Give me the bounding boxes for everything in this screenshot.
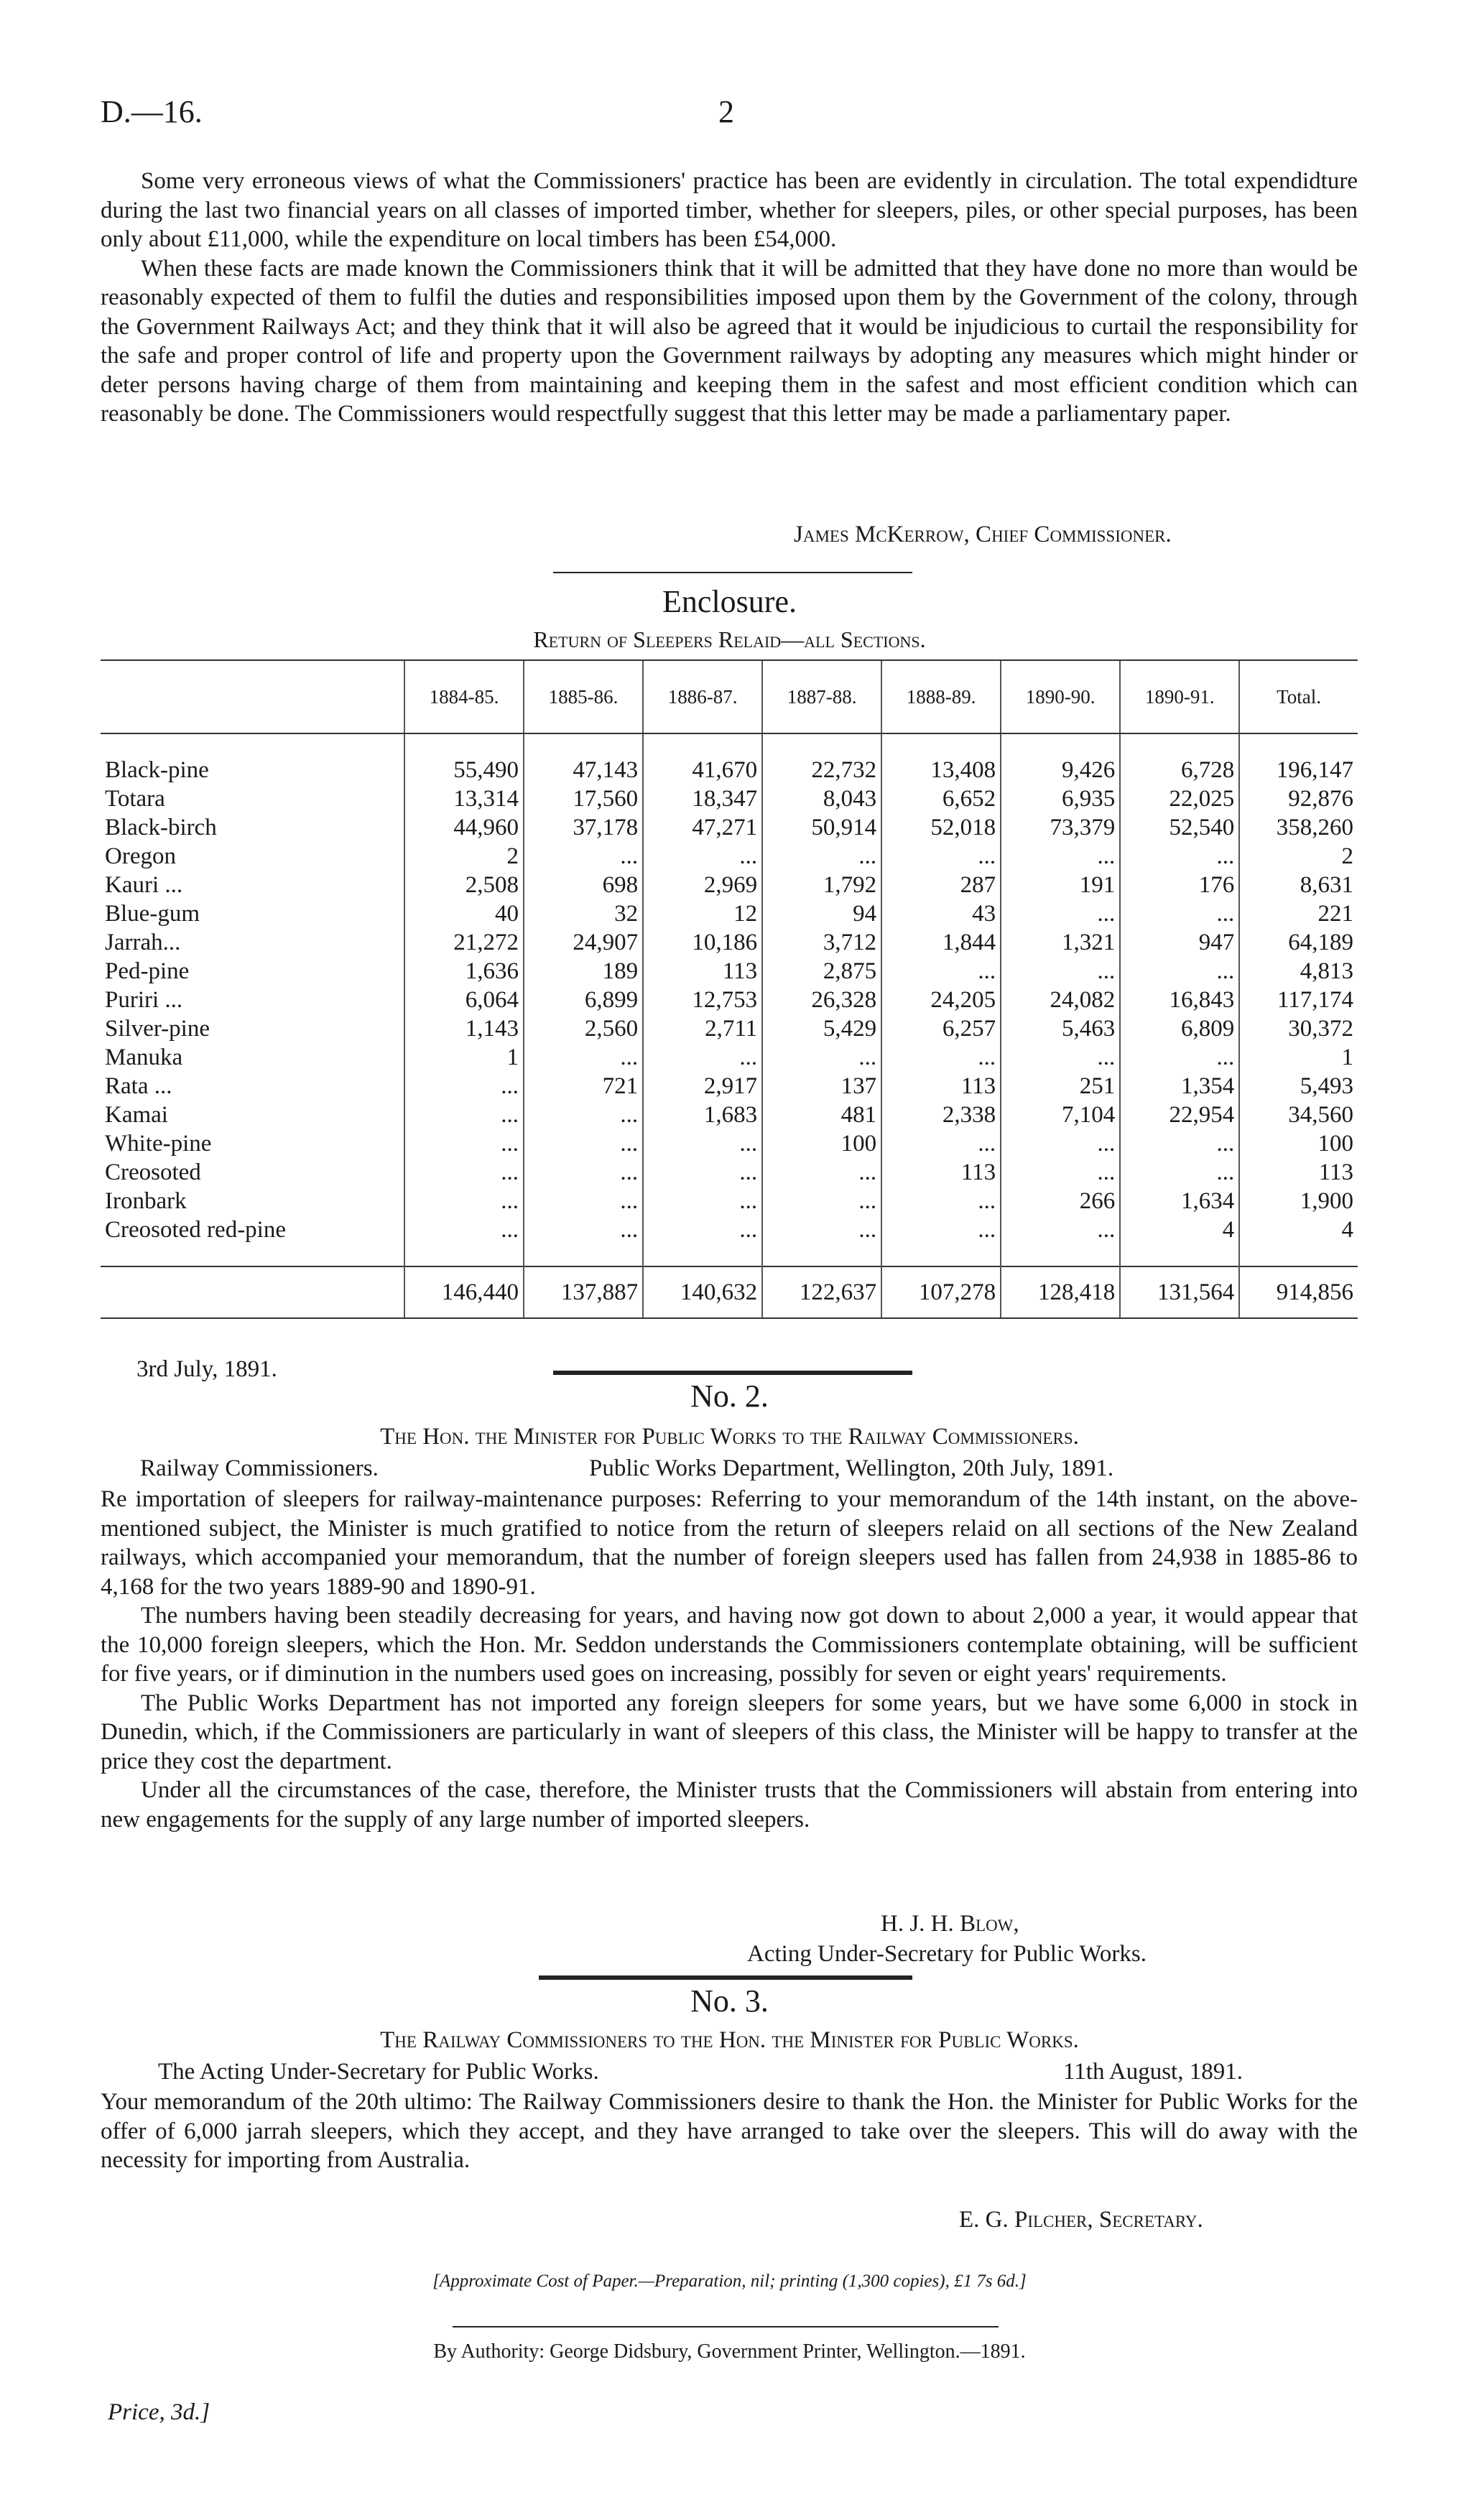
table-cell: ...: [1120, 1158, 1239, 1187]
table-cell: 41,670: [643, 756, 762, 784]
no2-signature-title: Acting Under-Secretary for Public Works.: [747, 1941, 1147, 1967]
no3-addressee: The Acting Under-Secretary for Public Works.: [158, 2059, 599, 2085]
timber-name: Ironbark: [105, 1187, 187, 1214]
table-cell: ...: [524, 1215, 643, 1244]
enclosure-date: 3rd July, 1891.: [136, 1356, 277, 1382]
table-cell: 44,960: [404, 813, 524, 842]
table-cell: 6,935: [1001, 784, 1120, 813]
no2-paragraph-3: The Public Works Department has not imported any foreign sleepers for some years, but we have some 6,000 in stock in Dunedin, which, if the Commissioners are particularly in want of sleepers of this class, the Minister will be happy to transfer at the price they cost the department.: [101, 1690, 1358, 1774]
total-cell: 146,440: [404, 1266, 524, 1318]
no3-text: [101, 2088, 1358, 2175]
table-cell: ...: [1001, 899, 1120, 928]
table-cell: ...: [881, 1215, 1001, 1244]
timber-name: Manuka: [105, 1044, 183, 1070]
table-cell: ...: [524, 1101, 643, 1129]
table-cell: ...: [1120, 1043, 1239, 1072]
no2-paragraph-1: Re importation of sleepers for railway-maintenance purposes: Referring to your memorandum of the 14th instant, on the above-mentioned subject, the Minister is much gratified to notice from the return of sleepers relaid on all sections of the New Zealand railways, which accompanied your memorandum, that the number of foreign sleepers used has fallen from 24,938 in 1885-86 to 4,168 for the two years 1889-90 and 1890-91.: [101, 1486, 1358, 1600]
table-cell: ...: [404, 1101, 524, 1129]
table-cell: ...: [404, 1129, 524, 1158]
table-cell: 1,900: [1239, 1187, 1358, 1215]
table-cell: 2,711: [643, 1014, 762, 1043]
table-cell: 2,875: [762, 957, 881, 986]
table-cell: 8,043: [762, 784, 881, 813]
table-cell: 191: [1001, 871, 1120, 899]
table-cell: 947: [1120, 928, 1239, 957]
table-row: [101, 1215, 1358, 1244]
table-cell: 47,143: [524, 756, 643, 784]
table-cell: 52,540: [1120, 813, 1239, 842]
table-cell: 189: [524, 957, 643, 986]
timber-name: Creosoted: [105, 1159, 201, 1185]
enclosure-subtitle: Return of Sleepers Relaid—all Sections.: [533, 626, 926, 652]
table-cell: 12: [643, 899, 762, 928]
column-header: Total.: [1239, 660, 1358, 733]
timber-name: Black-pine: [105, 756, 209, 783]
table-cell: 1,321: [1001, 928, 1120, 957]
table-cell: 22,954: [1120, 1101, 1239, 1129]
table-cell: 113: [881, 1158, 1001, 1187]
table-cell: 7,104: [1001, 1101, 1120, 1129]
total-cell: 140,632: [643, 1266, 762, 1318]
footer-divider: [453, 2326, 999, 2327]
timber-name: Totara: [105, 785, 165, 812]
timber-name: Blue-gum: [105, 900, 200, 927]
no3-paragraph: Your memorandum of the 20th ultimo: The Railway Commissioners desire to thank the Hon. the Minister for Public Works for the offer of 6,000 jarrah sleepers, which they accept, and they have arranged to take over the sleepers. This will do away with the necessity for importing from Australia.: [101, 2089, 1358, 2173]
price-line: Price, 3d.]: [108, 2399, 210, 2425]
table-cell: 40: [404, 899, 524, 928]
table-row: [101, 928, 1358, 957]
table-cell: 1,792: [762, 871, 881, 899]
table-cell: 4,813: [1239, 957, 1358, 986]
table-row: [101, 1043, 1358, 1072]
table-cell: ...: [404, 1187, 524, 1215]
timber-name: Creosoted red-pine: [105, 1216, 286, 1243]
table-cell: ...: [643, 842, 762, 871]
table-cell: 6,809: [1120, 1014, 1239, 1043]
no2-text: [101, 1485, 1358, 1834]
table-cell: ...: [524, 1043, 643, 1072]
table-cell: 10,186: [643, 928, 762, 957]
timber-name: Oregon: [105, 843, 176, 869]
column-header: 1886-87.: [643, 660, 762, 733]
table-cell: 1,354: [1120, 1072, 1239, 1101]
timber-name: Kamai: [105, 1101, 168, 1128]
table-cell: ...: [1120, 1129, 1239, 1158]
table-cell: 94: [762, 899, 881, 928]
timber-name: Rata ...: [105, 1073, 172, 1099]
column-header: 1885-86.: [524, 660, 643, 733]
table-cell: 196,147: [1239, 756, 1358, 784]
table-cell: ...: [643, 1215, 762, 1244]
no3-heading: The Railway Commissioners to the Hon. the Minister for Public Works.: [380, 2027, 1079, 2053]
total-cell: 122,637: [762, 1266, 881, 1318]
table-cell: 287: [881, 871, 1001, 899]
table-row: [101, 1187, 1358, 1215]
table-cell: 6,257: [881, 1014, 1001, 1043]
table-cell: ...: [762, 1215, 881, 1244]
table-row: [101, 1158, 1358, 1187]
table-cell: ...: [1001, 1043, 1120, 1072]
table-cell: ...: [404, 1158, 524, 1187]
table-cell: 2: [1239, 842, 1358, 871]
timber-name: Black-birch: [105, 814, 217, 840]
table-cell: 2: [404, 842, 524, 871]
table-cell: 18,347: [643, 784, 762, 813]
column-header: 1890-91.: [1120, 660, 1239, 733]
table-cell: 2,338: [881, 1101, 1001, 1129]
table-spacer: [101, 733, 1358, 756]
table-row: [101, 842, 1358, 871]
table-cell: 1,636: [404, 957, 524, 986]
no2-number: No. 2.: [690, 1379, 769, 1414]
table-cell: 92,876: [1239, 784, 1358, 813]
column-header: 1887-88.: [762, 660, 881, 733]
table-cell: 24,082: [1001, 986, 1120, 1014]
table-spacer: [101, 1244, 1358, 1266]
table-cell: ...: [1120, 957, 1239, 986]
total-cell: 107,278: [881, 1266, 1001, 1318]
table-cell: 22,025: [1120, 784, 1239, 813]
table-cell: 2,917: [643, 1072, 762, 1101]
table-cell: 113: [643, 957, 762, 986]
table-cell: 117,174: [1239, 986, 1358, 1014]
table-cell: 3,712: [762, 928, 881, 957]
table-cell: 176: [1120, 871, 1239, 899]
table-cell: 5,493: [1239, 1072, 1358, 1101]
table-cell: ...: [881, 957, 1001, 986]
table-cell: ...: [1001, 1129, 1120, 1158]
table-row: [101, 871, 1358, 899]
no2-heading: The Hon. the Minister for Public Works to the Railway Commissioners.: [380, 1424, 1079, 1450]
table-cell: 30,372: [1239, 1014, 1358, 1043]
table-cell: ...: [762, 842, 881, 871]
no3-signature: E. G. Pilcher, Secretary.: [959, 2207, 1203, 2233]
table-cell: 37,178: [524, 813, 643, 842]
table-cell: ...: [881, 1187, 1001, 1215]
table-cell: 266: [1001, 1187, 1120, 1215]
table-cell: ...: [881, 842, 1001, 871]
table-cell: ...: [524, 1187, 643, 1215]
table-cell: 9,426: [1001, 756, 1120, 784]
table-cell: 100: [762, 1129, 881, 1158]
column-header: 1884-85.: [404, 660, 524, 733]
table-cell: 24,907: [524, 928, 643, 957]
column-header: 1888-89.: [881, 660, 1001, 733]
table-row: [101, 957, 1358, 986]
total-cell: 128,418: [1001, 1266, 1120, 1318]
table-cell: ...: [1001, 842, 1120, 871]
table-cell: ...: [881, 1129, 1001, 1158]
table-cell: ...: [404, 1072, 524, 1101]
table-cell: 698: [524, 871, 643, 899]
no3-date: 11th August, 1891.: [1063, 2059, 1243, 2085]
timber-name: White-pine: [105, 1130, 212, 1157]
section-divider: [539, 1975, 912, 1980]
table-cell: 5,463: [1001, 1014, 1120, 1043]
intro-signature: James McKerrow, Chief Commissioner.: [794, 522, 1172, 547]
table-row: [101, 986, 1358, 1014]
sleepers-table: [101, 659, 1358, 1319]
table-cell: 6,064: [404, 986, 524, 1014]
table-cell: ...: [643, 1158, 762, 1187]
table-cell: 32: [524, 899, 643, 928]
intro-text: [101, 167, 1358, 429]
table-cell: 1,844: [881, 928, 1001, 957]
section-divider: [553, 572, 912, 573]
table-row: [101, 1014, 1358, 1043]
table-cell: ...: [1120, 842, 1239, 871]
table-cell: 481: [762, 1101, 881, 1129]
totals-row: [101, 1266, 1358, 1318]
table-cell: 4: [1239, 1215, 1358, 1244]
table-row: [101, 899, 1358, 928]
table-cell: 55,490: [404, 756, 524, 784]
table-cell: ...: [762, 1043, 881, 1072]
timber-name: Ped-pine: [105, 958, 190, 984]
table-cell: ...: [1001, 1158, 1120, 1187]
table-row: [101, 813, 1358, 842]
table-cell: 1,634: [1120, 1187, 1239, 1215]
table-cell: ...: [881, 1043, 1001, 1072]
table-cell: 221: [1239, 899, 1358, 928]
table-cell: ...: [524, 1129, 643, 1158]
table-cell: 6,652: [881, 784, 1001, 813]
table-cell: 12,753: [643, 986, 762, 1014]
table-cell: 113: [881, 1072, 1001, 1101]
table-cell: 43: [881, 899, 1001, 928]
table-cell: 1,683: [643, 1101, 762, 1129]
table-cell: ...: [762, 1158, 881, 1187]
table-cell: 17,560: [524, 784, 643, 813]
table-cell: 64,189: [1239, 928, 1358, 957]
table-cell: 34,560: [1239, 1101, 1358, 1129]
enclosure-title: Enclosure.: [662, 584, 797, 619]
table-cell: 6,899: [524, 986, 643, 1014]
table-cell: 13,408: [881, 756, 1001, 784]
timber-name: Kauri ...: [105, 871, 183, 898]
timber-name: Puriri ...: [105, 986, 183, 1013]
table-cell: 2,508: [404, 871, 524, 899]
table-body: [101, 733, 1358, 1318]
table-cell: ...: [524, 1158, 643, 1187]
total-cell: 914,856: [1239, 1266, 1358, 1318]
table-cell: 137: [762, 1072, 881, 1101]
page-number: 2: [718, 94, 734, 129]
document-reference: D.—16.: [101, 94, 203, 129]
table-cell: 1: [404, 1043, 524, 1072]
table-cell: 5,429: [762, 1014, 881, 1043]
table-cell: 358,260: [1239, 813, 1358, 842]
table-cell: 2,560: [524, 1014, 643, 1043]
timber-name: Jarrah...: [105, 929, 181, 955]
table-cell: 1: [1239, 1043, 1358, 1072]
total-cell: 137,887: [524, 1266, 643, 1318]
section-divider: [553, 1371, 912, 1375]
table-cell: ...: [643, 1043, 762, 1072]
table-cell: ...: [1120, 899, 1239, 928]
no2-sender-date: Public Works Department, Wellington, 20th July, 1891.: [589, 1455, 1114, 1481]
table-row: [101, 1072, 1358, 1101]
cost-note: [Approximate Cost of Paper.—Preparation, nil; printing (1,300 copies), £1 7s 6d.]: [432, 2271, 1027, 2291]
total-cell: 131,564: [1120, 1266, 1239, 1318]
table-cell: ...: [1001, 1215, 1120, 1244]
table-cell: 73,379: [1001, 813, 1120, 842]
table-cell: 24,205: [881, 986, 1001, 1014]
no2-addressee: Railway Commissioners.: [140, 1455, 379, 1481]
table-cell: ...: [1001, 957, 1120, 986]
no2-paragraph-4: Under all the circumstances of the case, therefore, the Minister trusts that the Commissioners will abstain from entering into new engagements for the supply of any large number of imported sleepers.: [101, 1777, 1358, 1833]
table-cell: ...: [643, 1187, 762, 1215]
no2-signature-name: H. J. H. Blow,: [881, 1911, 1019, 1937]
table-cell: 22,732: [762, 756, 881, 784]
printer-authority: By Authority: George Didsbury, Government Printer, Wellington.—1891.: [433, 2340, 1026, 2363]
table-cell: 113: [1239, 1158, 1358, 1187]
table-cell: ...: [762, 1187, 881, 1215]
table-header-blank: [101, 660, 404, 733]
column-header: 1890-90.: [1001, 660, 1120, 733]
table-cell: 26,328: [762, 986, 881, 1014]
table-row: [101, 1101, 1358, 1129]
table-header-row: [101, 660, 1358, 733]
intro-paragraph-2: When these facts are made known the Commissioners think that it will be admitted that they have done no more than would be reasonably expected of them to fulfil the duties and responsibilities imposed upon them by the Government of the colony, through the Government Railways Act; and they think that it will also be agreed that it would be injudicious to curtail the responsibility for the safe and proper control of life and property upon the Government railways by adopting any measures which might hinder or deter persons having charge of them from maintaining and keeping them in the safest and most efficient condition which can reasonably be done. The Commissioners would respectfully suggest that this letter may be made a parliamentary paper.: [101, 255, 1358, 427]
table-cell: 4: [1120, 1215, 1239, 1244]
table-cell: 16,843: [1120, 986, 1239, 1014]
table-row: [101, 784, 1358, 813]
table-cell: 8,631: [1239, 871, 1358, 899]
table-cell: ...: [404, 1215, 524, 1244]
table-cell: 251: [1001, 1072, 1120, 1101]
table-cell: 6,728: [1120, 756, 1239, 784]
timber-name: Silver-pine: [105, 1015, 210, 1042]
table-row: [101, 756, 1358, 784]
table-cell: 13,314: [404, 784, 524, 813]
table-cell: 100: [1239, 1129, 1358, 1158]
totals-label-blank: [101, 1266, 404, 1318]
table-cell: 21,272: [404, 928, 524, 957]
no2-paragraph-2: The numbers having been steadily decreasing for years, and having now got down to about 2,000 a year, it would appear that the 10,000 foreign sleepers, which the Hon. Mr. Seddon understands the Commissioners contemplate obtaining, will be sufficient for five years, or if diminution in the numbers used goes on increasing, possibly for seven or eight years' requirements.: [101, 1603, 1358, 1687]
table-cell: 52,018: [881, 813, 1001, 842]
table-cell: 47,271: [643, 813, 762, 842]
no3-number: No. 3.: [690, 1983, 769, 2019]
table-cell: ...: [524, 842, 643, 871]
table-cell: 2,969: [643, 871, 762, 899]
table-cell: 50,914: [762, 813, 881, 842]
table-row: [101, 1129, 1358, 1158]
table-cell: ...: [643, 1129, 762, 1158]
intro-paragraph-1: Some very erroneous views of what the Commissioners' practice has been are evidently in circulation. The total expendidture during the last two financial years on all classes of imported timber, whether for sleepers, piles, or other special purposes, has been only about £11,000, while the expenditure on local timbers has been £54,000.: [101, 168, 1358, 252]
table-cell: 1,143: [404, 1014, 524, 1043]
table-cell: 721: [524, 1072, 643, 1101]
